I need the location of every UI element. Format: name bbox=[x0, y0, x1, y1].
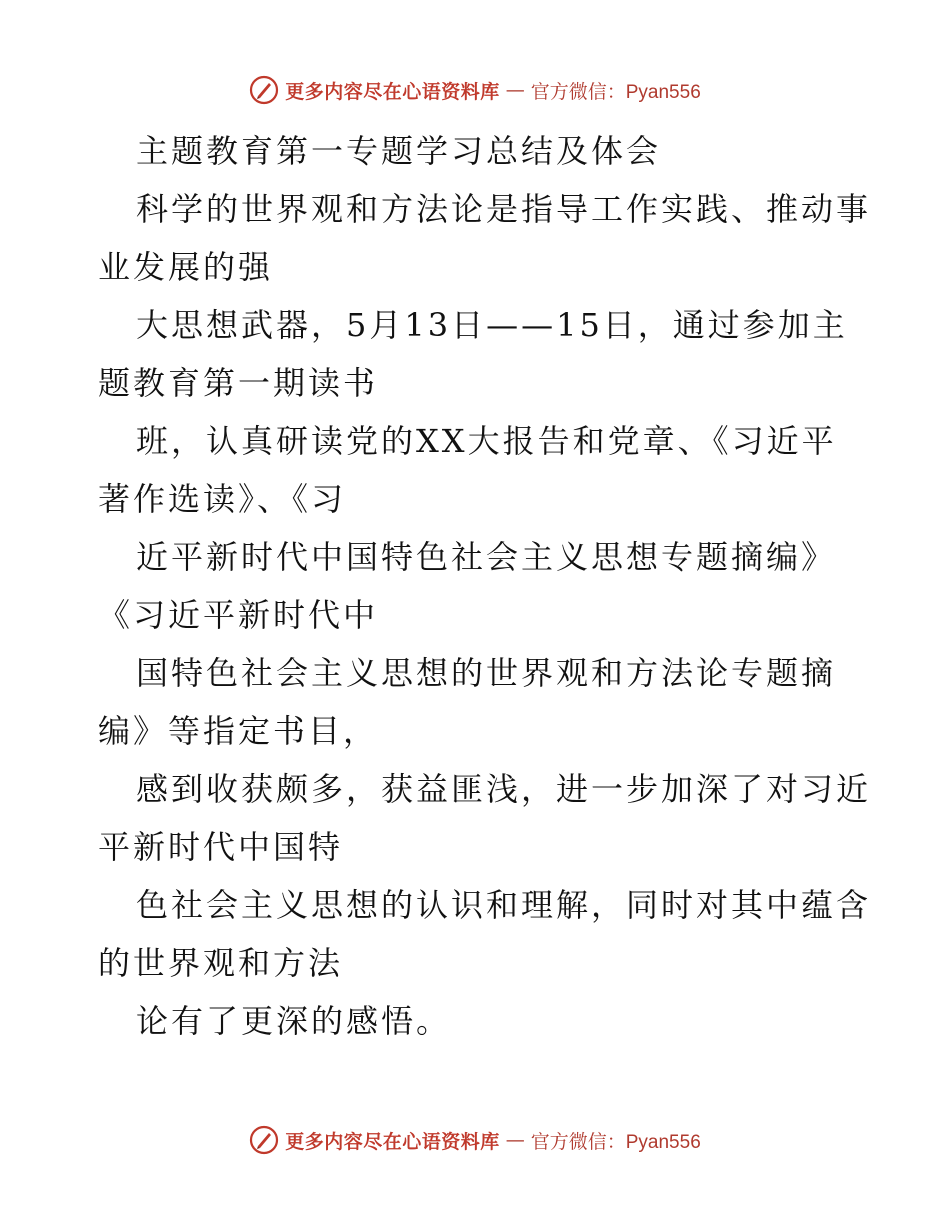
doc-line: 大思想武器，5月13日——15日，通过参加主 bbox=[136, 306, 848, 344]
doc-title: 主题教育第一专题学习总结及体会 bbox=[136, 132, 662, 170]
watermark-main-text: 更多内容尽在心语资料库 bbox=[285, 80, 500, 103]
doc-line: 编》等指定书目， bbox=[98, 712, 379, 750]
doc-line: 著作选读》、《习 bbox=[98, 480, 347, 518]
quill-logo-icon bbox=[249, 1125, 279, 1155]
watermark-wechat-text: 官方微信：Pyan556 bbox=[530, 81, 701, 103]
watermark-main-text: 更多内容尽在心语资料库 bbox=[285, 1130, 500, 1153]
doc-line: 论有了更深的感悟。 bbox=[136, 1002, 452, 1040]
doc-line: 《习近平新时代中 bbox=[98, 596, 379, 634]
doc-line: 色社会主义思想的认识和理解，同时对其中蕴含 bbox=[136, 886, 872, 924]
doc-line: 题教育第一期读书 bbox=[98, 364, 379, 402]
quill-logo-icon bbox=[249, 75, 279, 105]
doc-line: 业发展的强 bbox=[98, 248, 274, 286]
header-watermark bbox=[0, 70, 950, 110]
watermark-wechat-text: 官方微信：Pyan556 bbox=[530, 1131, 701, 1153]
doc-line: 平新时代中国特 bbox=[98, 828, 344, 866]
doc-line: 国特色社会主义思想的世界观和方法论专题摘 bbox=[136, 654, 837, 692]
watermark-separator: — bbox=[505, 79, 525, 101]
doc-line: 科学的世界观和方法论是指导工作实践、推动事 bbox=[136, 190, 872, 228]
doc-line: 近平新时代中国特色社会主义思想专题摘编》 bbox=[136, 538, 837, 576]
document-body bbox=[98, 122, 878, 1050]
watermark-separator: — bbox=[505, 1129, 525, 1151]
doc-line: 的世界观和方法 bbox=[98, 944, 344, 982]
doc-line: 班，认真研读党的XX大报告和党章、《习近平 bbox=[136, 422, 837, 460]
doc-line: 感到收获颇多，获益匪浅，进一步加深了对习近 bbox=[136, 770, 872, 808]
footer-watermark bbox=[0, 1120, 950, 1160]
